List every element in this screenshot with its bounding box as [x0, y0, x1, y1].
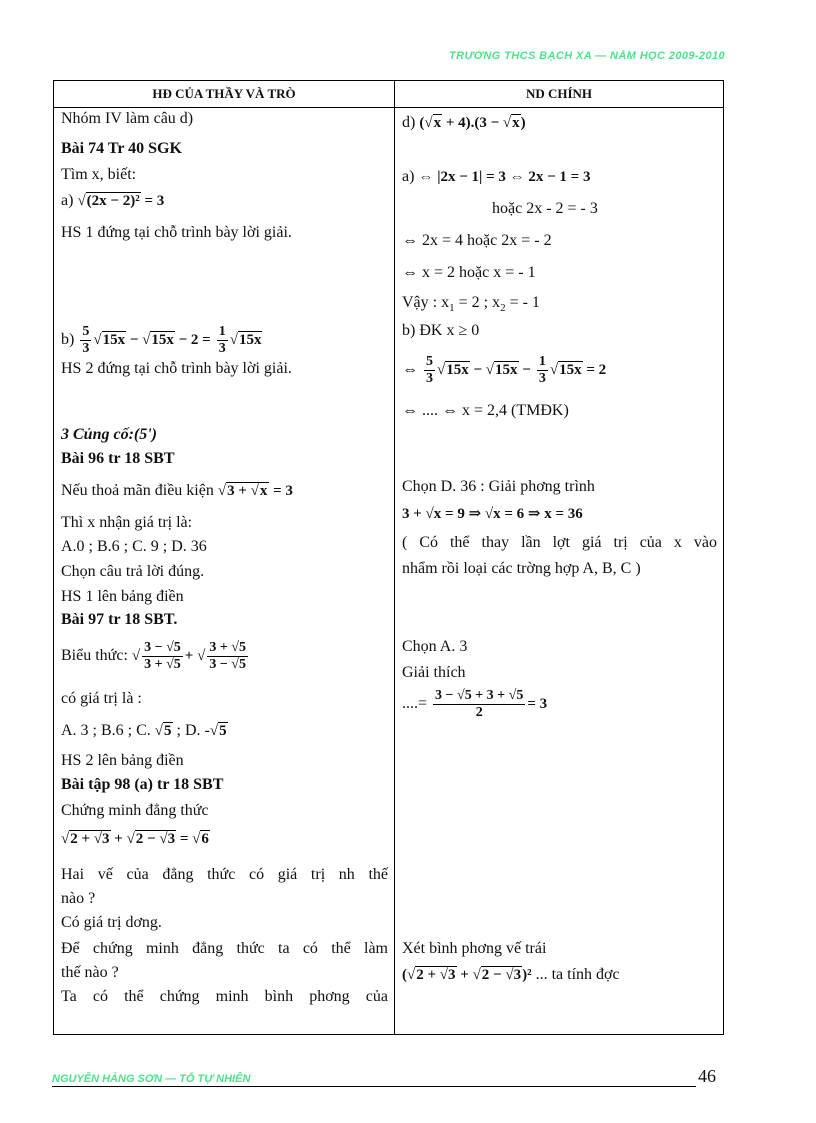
page-number: 46	[698, 1066, 716, 1086]
fraction: $\frac{3 - √5}{3 + √5}$	[144, 640, 181, 672]
suffix-text: ... ta tính đợc	[535, 966, 620, 983]
left-heading: Bài 74 Tr 40 SGK	[61, 140, 182, 157]
conclusion-text: = - 1	[505, 294, 540, 311]
right-column	[395, 108, 724, 1035]
left-expression: Biểu thức: √ $\frac{3 - √5}{3 + √5}$ + √ $\frac{3 + √5}{3 - √5}$	[61, 640, 246, 672]
conclusion-text: = 2 ; x	[454, 294, 501, 311]
equiv-icon: ⇔	[402, 361, 418, 379]
left-line: Nhóm IV làm câu d)	[61, 110, 194, 127]
right-line: hoặc 2x - 2 = - 3	[492, 200, 598, 217]
left-line: Chọn câu trả lời đúng.	[61, 563, 205, 580]
left-column	[54, 108, 395, 1035]
right-square-formula: (√2 + √3 + √2 − √3)² ... ta tính đợc	[402, 966, 620, 983]
left-heading: Bài tập 98 (a) tr 18 SBT	[61, 776, 224, 793]
left-line-condition	[61, 482, 388, 500]
right-line: ( Có thể thay lần lợt giá trị của x vào	[402, 534, 717, 551]
right-line: nhẩm rồi loại các trờng hợp A, B, C )	[402, 560, 641, 577]
fraction: $\frac{3 + √5}{3 - √5}$	[209, 640, 246, 672]
right-line: Chọn A. 3	[402, 638, 468, 655]
right-line: Giải thích	[402, 664, 466, 681]
left-line: Thì x nhận giá trị là:	[61, 514, 193, 531]
step-text: x = 2 hoặc x = - 1	[422, 264, 536, 281]
col-left-title: HĐ CỦA THẦY VÀ TRÒ	[54, 81, 395, 108]
page-header: TRƯỜNG THCS BẠCH XA — NĂM HỌC 2009-2010	[449, 50, 725, 62]
right-line: Chọn D. 36 : Giải phơng trình	[402, 478, 595, 495]
equiv-formula: ⇔ |2x − 1| = 3 ⇔ 2x − 1 = 3	[418, 169, 591, 185]
label-b: b)	[61, 331, 75, 349]
option-text: A. 3 ; B.6 ; C.	[61, 722, 151, 739]
right-solution-96: 3 + √x = 9 ⇒ √x = 6 ⇒ x = 36	[402, 506, 583, 522]
sqrt-formula-a: √(2x − 2)² = 3	[77, 193, 165, 209]
left-line: thế nào ?	[61, 964, 119, 981]
left-line: Có giá trị dơng.	[61, 914, 162, 931]
right-step	[402, 232, 717, 250]
left-line: HS 2 lên bảng điền	[61, 752, 184, 769]
identity-formula: √2 + √3 + √2 − √3 = √6	[61, 831, 209, 847]
right-formula-d: d) (√x + 4).(3 − √x)	[402, 114, 526, 131]
label-d: d)	[402, 114, 416, 131]
footer-divider	[52, 1086, 696, 1087]
left-line: HS 2 đứng tại chỗ trình bày lời giải.	[61, 360, 292, 377]
left-line: nào ?	[61, 890, 96, 907]
left-line: Tìm x, biết:	[61, 166, 137, 183]
condition-text: Nếu thoả mãn điều kiện	[61, 482, 214, 499]
step-text: .... ⇔ x = 2,4 (TMĐK)	[422, 402, 569, 419]
label-a: a)	[61, 192, 74, 209]
condition-formula: √3 + √x = 3	[217, 483, 293, 499]
equiv-icon: ⇔	[402, 264, 418, 281]
option-text: ; D. -	[176, 722, 210, 739]
col-right-title: ND CHÍNH	[395, 81, 724, 108]
left-line: Để chứng minh đẳng thức ta có thể làm	[61, 940, 388, 957]
equiv-icon: ⇔	[402, 402, 418, 419]
right-step	[402, 264, 717, 282]
left-line: Chứng minh đẳng thức	[61, 802, 209, 819]
left-line: Hai vế của đẳng thức có giá trị nh thế	[61, 866, 388, 883]
right-step	[402, 402, 717, 420]
left-heading: Bài 97 tr 18 SBT.	[61, 611, 178, 628]
left-formula-b: b) $\frac{5}{3}$ √15x − √15x − 2 = $\frac{1}{3}$ √15x	[61, 324, 262, 356]
subscript: 1	[449, 302, 455, 315]
left-line: có giá trị là :	[61, 690, 142, 707]
lesson-table	[53, 80, 724, 1035]
right-formula-b: ⇔ $\frac{5}{3}$ √15x − √15x − $\frac{1}{3}$ √15x = 2	[402, 354, 607, 386]
equiv-icon: ⇔	[402, 232, 418, 249]
fraction: $\frac{5}{3}$	[426, 354, 433, 386]
ellipsis-text: ....=	[402, 695, 428, 713]
expression-label: Biểu thức:	[61, 647, 128, 665]
subscript: 2	[500, 302, 506, 315]
label-a: a)	[402, 168, 415, 185]
conclusion-text: Vậy : x	[402, 294, 450, 311]
right-line: b) ĐK x ≥ 0	[402, 322, 480, 339]
right-line: Xét bình phơng vế trái	[402, 940, 547, 957]
right-formula-a	[402, 168, 717, 186]
left-line: Ta có thể chứng minh bình phơng của	[61, 988, 388, 1005]
page-footer: NGUYỄN HẢNG SƠN — TỔ TỰ NHIÊN	[52, 1073, 251, 1085]
fraction: $\frac{1}{3}$	[538, 354, 546, 386]
left-options: A.0 ; B.6 ; C. 9 ; D. 36	[61, 538, 207, 555]
left-formula-a	[61, 192, 388, 210]
right-explanation-formula: ....= $\frac{3 - √5 + 3 + √5}{2}$ = 3	[402, 688, 548, 720]
left-line: HS 1 đứng tại chỗ trình bày lời giải.	[61, 224, 292, 241]
step-text: 2x = 4 hoặc 2x = - 2	[422, 232, 552, 249]
fraction: $\frac{3 - √5 + 3 + √5}{2}$	[435, 688, 524, 720]
left-heading: Bài 96 tr 18 SBT	[61, 450, 175, 467]
fraction: $\frac{5}{3}$	[82, 324, 90, 356]
left-options-97: A. 3 ; B.6 ; C. √5 ; D. -√5	[61, 722, 227, 739]
left-line: HS 1 lên bảng điền	[61, 588, 184, 605]
right-conclusion	[402, 294, 717, 314]
fraction: $\frac{1}{3}$	[218, 324, 226, 356]
left-section-title: 3 Củng cố:(5')	[61, 426, 157, 443]
